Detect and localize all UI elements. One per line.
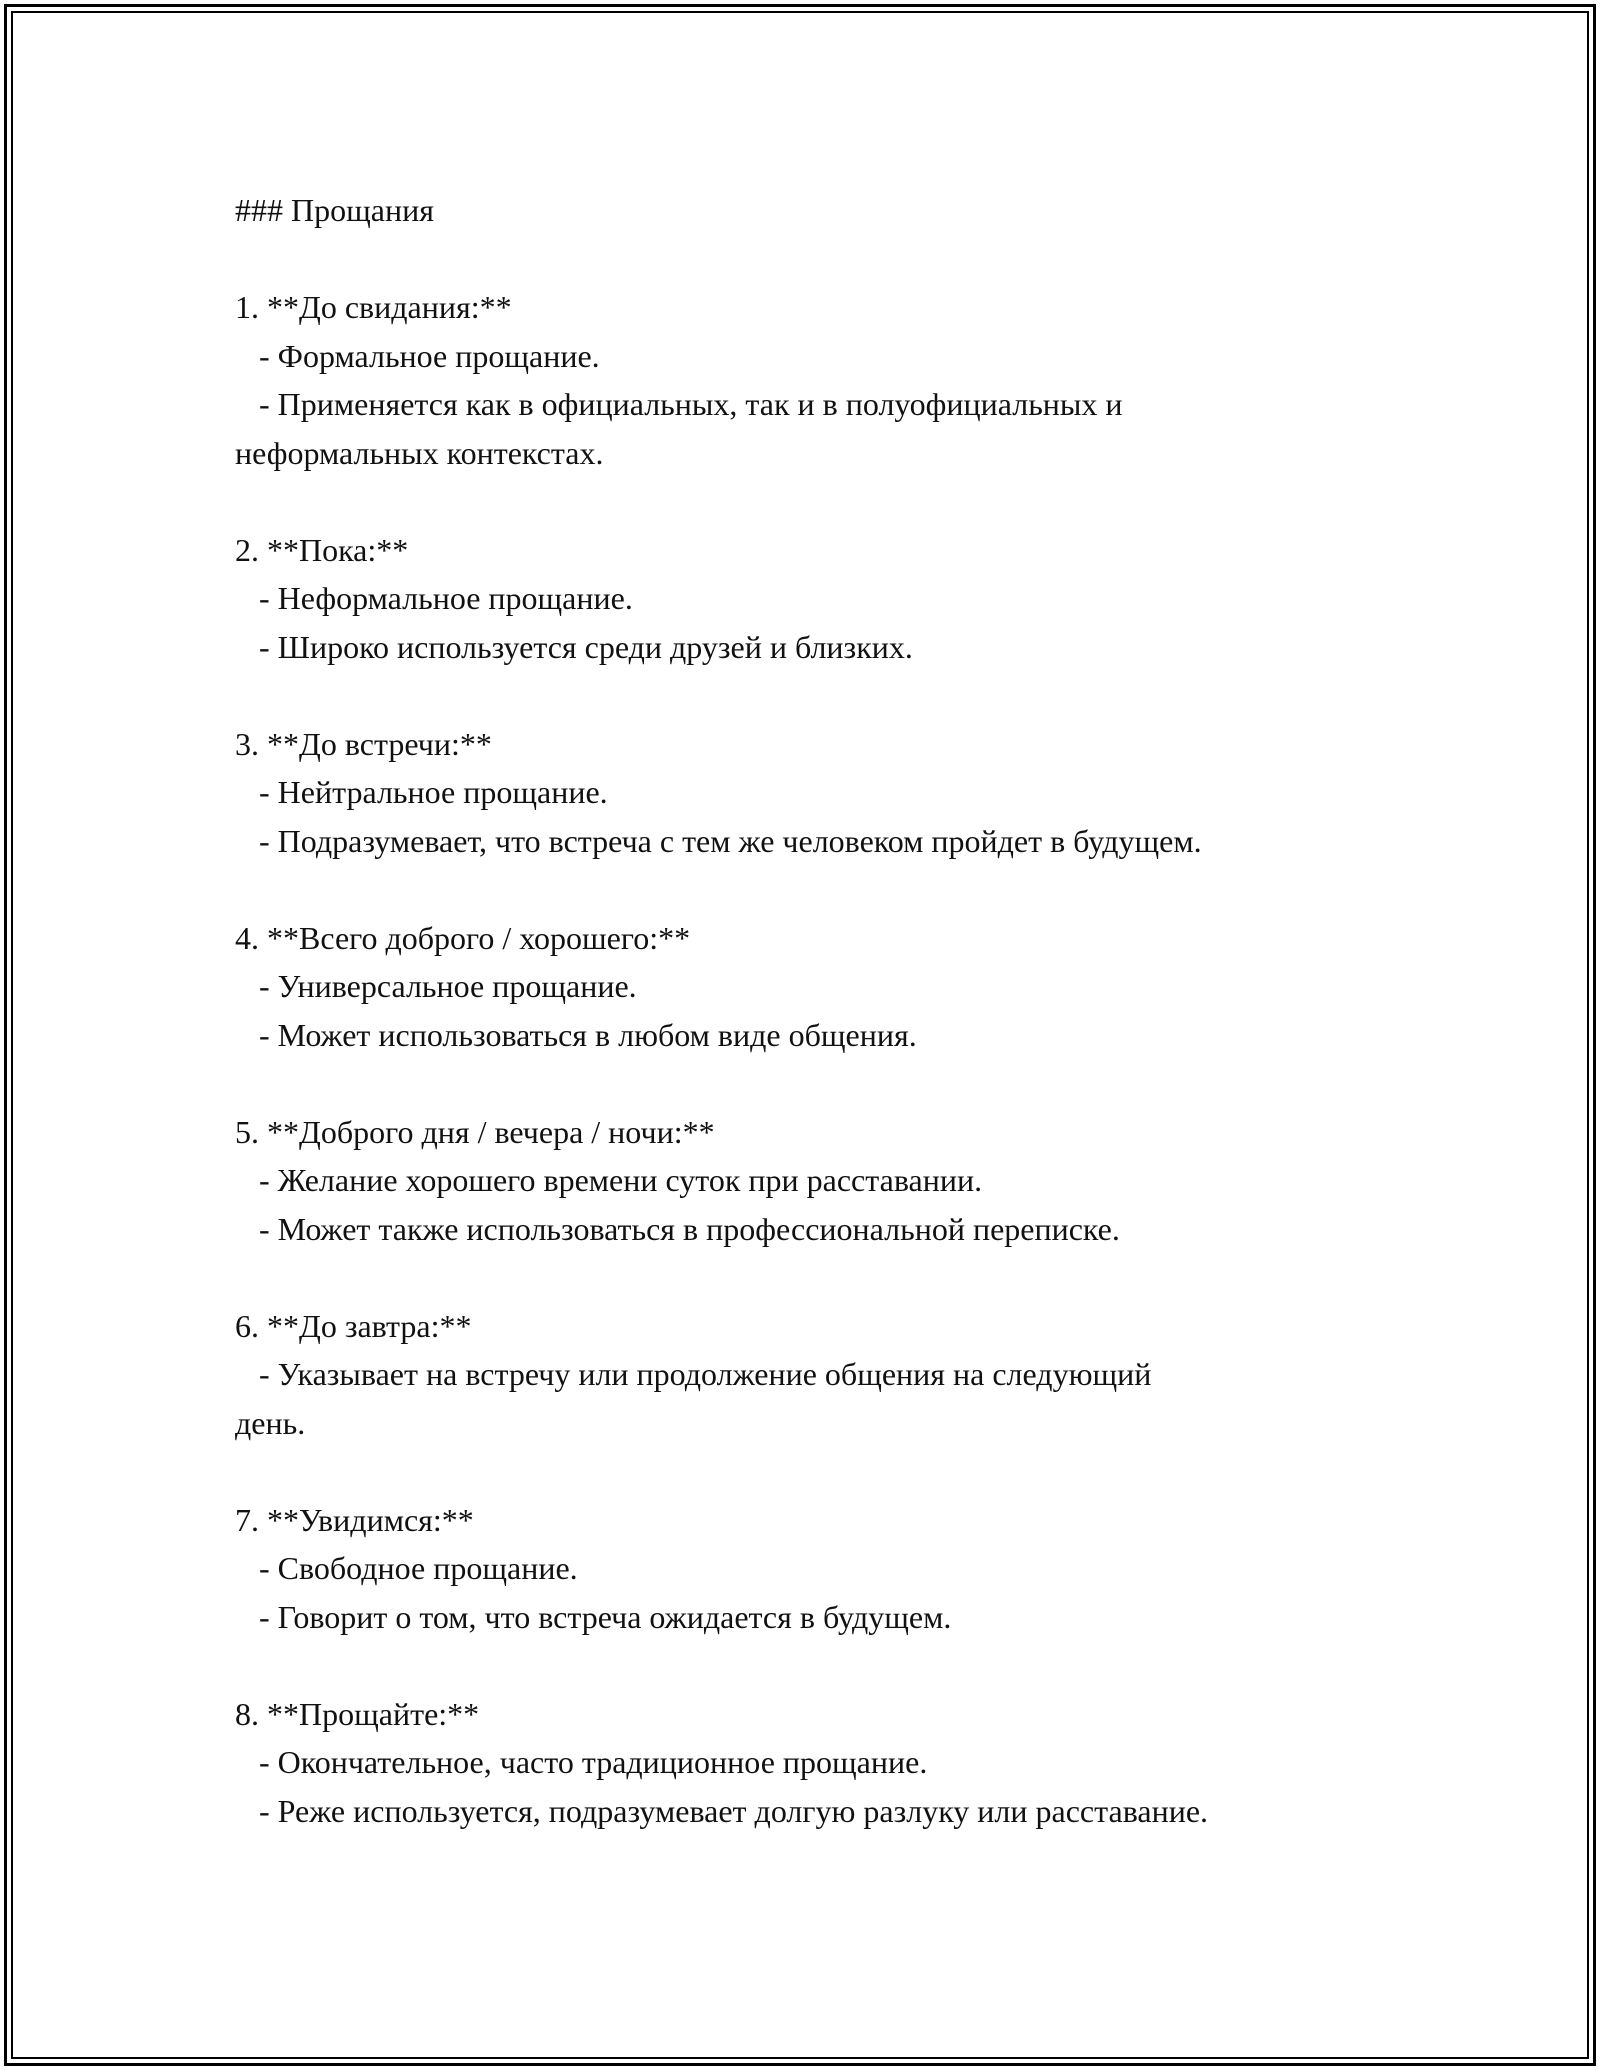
item-line: - Широко используется среди друзей и близких. [235,628,913,665]
list-item [235,1690,1395,1836]
spacer [235,477,1395,526]
item-line: - Формальное прощание. [235,337,600,374]
list-item [235,1108,1395,1254]
item-title: 3. **До встречи:** [235,725,492,762]
list-item [235,1302,1395,1448]
spacer [235,671,1395,720]
item-title: 8. **Прощайте:** [235,1695,480,1732]
spacer [235,1059,1395,1108]
item-line: - Неформальное прощание. [235,580,633,616]
item-title: 2. **Пока:** [235,531,409,568]
item-line: - Окончательное, часто традиционное прощание. [235,1744,928,1780]
document-body [235,186,1395,1835]
item-title: 5. **Доброго дня / вечера / ночи:** [235,1113,715,1150]
item-line: - Говорит о том, что встреча ожидается в будущем. [235,1598,952,1635]
list-item [235,1496,1395,1642]
spacer [235,1641,1395,1690]
item-line: неформальных контекстах. [235,434,604,471]
item-line: - Реже используется, подразумевает долгую разлуку или расставание. [235,1792,1209,1829]
spacer [235,1447,1395,1496]
document-heading: ### Прощания [235,192,434,228]
item-line: - Универсальное прощание. [235,968,637,1004]
spacer [235,865,1395,914]
item-line: - Указывает на встречу или продолжение общения на следующий [235,1356,1152,1392]
item-line: - Может использоваться в любом виде общения. [235,1016,917,1053]
item-line: - Желание хорошего времени суток при расставании. [235,1162,983,1198]
item-title: 4. **Всего доброго / хорошего:** [235,919,691,956]
list-item [235,283,1395,477]
spacer [235,235,1395,284]
item-line: - Применяется как в официальных, так и в полуофициальных и [235,386,1123,422]
item-title: 7. **Увидимся:** [235,1501,474,1538]
item-title: 6. **До завтра:** [235,1307,472,1344]
list-item [235,914,1395,1060]
list-item [235,720,1395,866]
list-item [235,526,1395,672]
item-line: - Нейтральное прощание. [235,774,608,810]
item-line: - Может также использоваться в профессиональной переписке. [235,1210,1120,1247]
item-line: день. [235,1404,306,1441]
item-line: - Свободное прощание. [235,1550,578,1586]
spacer [235,1253,1395,1302]
item-line: - Подразумевает, что встреча с тем же человеком пройдет в будущем. [235,822,1202,859]
item-title: 1. **До свидания:** [235,289,512,325]
